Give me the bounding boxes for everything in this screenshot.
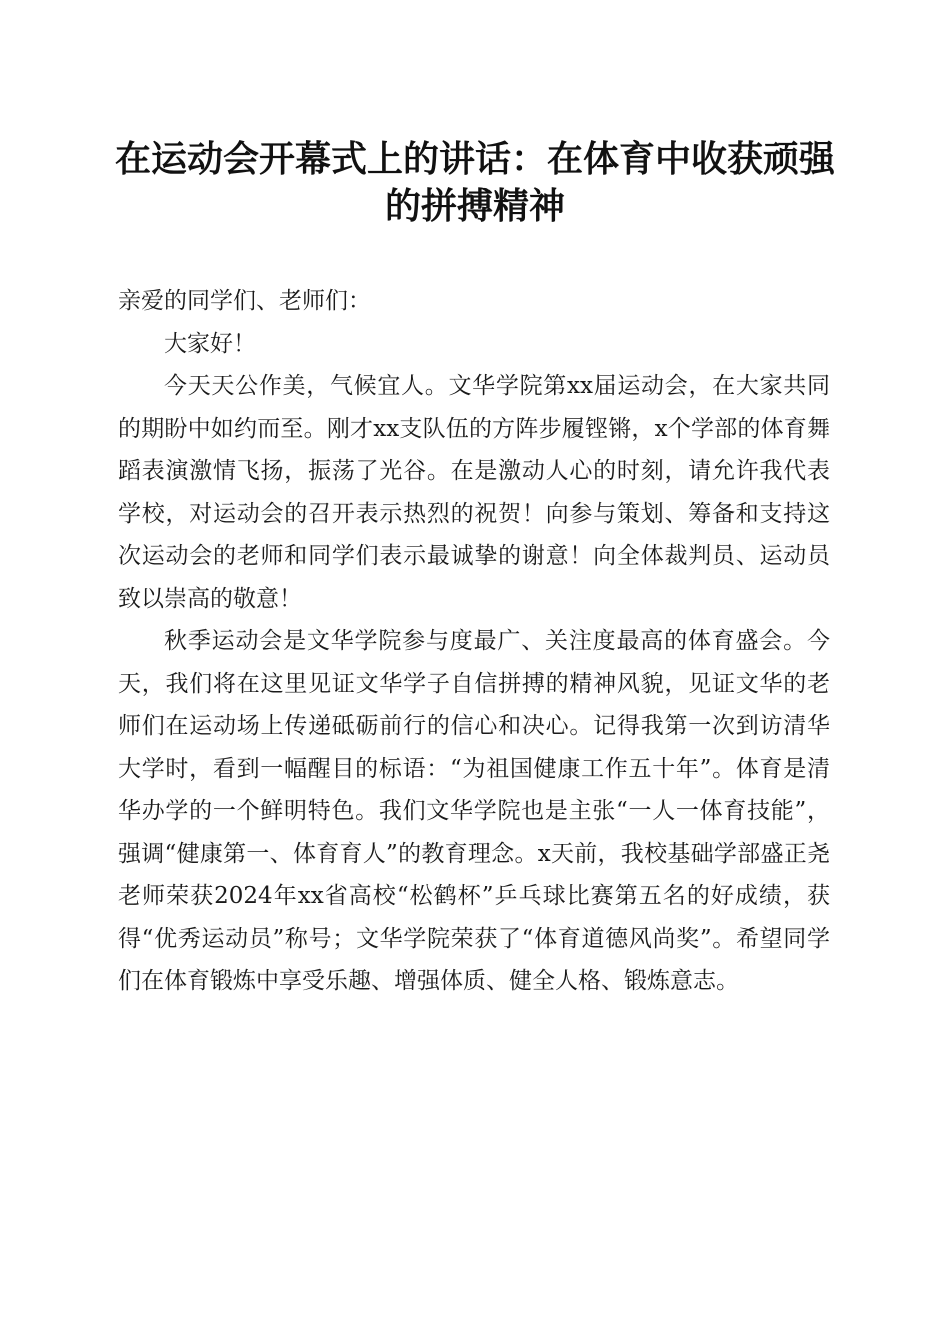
greeting: 大家好！ (164, 330, 256, 357)
paragraph-2: 秋季运动会是文华学院参与度最广、关注度最高的体育盛会。今天，我们将在这里见证文华学子自信拼搏的精神风貌，见证文华的老师们在运动场上传递砥砺前行的信心和决心。记得我第一次到访清华大学时，看到一幅醒目的标语：“为祖国健康工作五十年”。体育是清华办学的一个鲜明特色。我们文华学院也是主张“一人一体育技能”，强调“健康第一、体育育人”的教育理念。x天前，我校基础学部盛正尧老师荣获2024年xx省高校“松鹤杯”乒乓球比赛第五名的好成绩，获得“优秀运动员”称号；文华学院荣获了“体育道德风尚奖”。希望同学们在体育锻炼中享受乐趣、增强体质、健全人格、锻炼意志。 (118, 628, 830, 994)
document-title: 在运动会开幕式上的讲话：在体育中收获顽强的拼搏精神 (114, 138, 835, 227)
document-body (118, 280, 830, 1003)
salutation: 亲爱的同学们、老师们： (118, 288, 371, 314)
paragraph-1: 今天天公作美，气候宜人。文华学院第xx届运动会，在大家共同的期盼中如约而至。刚才xx支队伍的方阵步履铿锵，x个学部的体育舞蹈表演激情飞扬，振荡了光谷。在是激动人心的时刻，请允许我代表学校，对运动会的召开表示热烈的祝贺！向参与策划、筹备和支持这次运动会的老师和同学们表示最诚挚的谢意！向全体裁判员、运动员致以崇高的敬意！ (118, 373, 830, 612)
